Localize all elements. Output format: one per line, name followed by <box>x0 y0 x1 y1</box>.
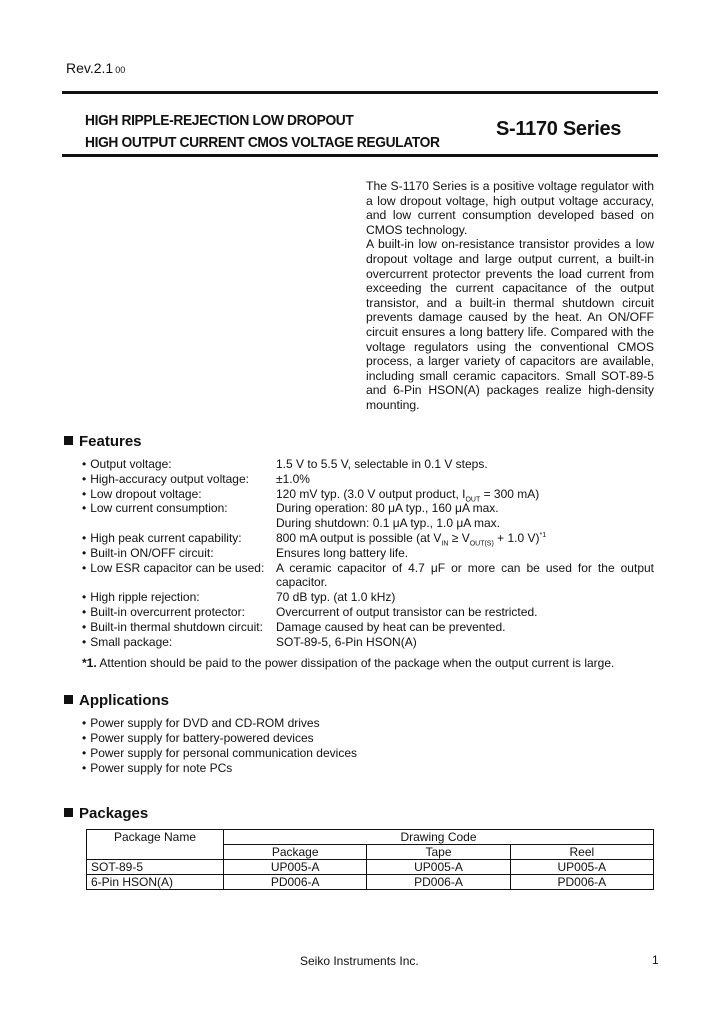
feature-row <box>82 501 662 531</box>
feature-value <box>276 531 654 546</box>
feature-value: ±1.0% <box>276 471 310 486</box>
feature-value-text: 120 mV typ. (3.0 V output product, I <box>276 486 466 501</box>
header-reel: Reel <box>510 845 653 860</box>
feature-label: • Output voltage: <box>82 457 172 472</box>
list-item: • Power supply for DVD and CD-ROM drives <box>82 716 357 731</box>
feature-value-text: ≥ V <box>448 530 470 545</box>
table-row <box>87 875 654 890</box>
feature-label: • High ripple rejection: <box>82 590 200 605</box>
features-heading <box>64 433 142 450</box>
series-name: S-1170 Series <box>496 118 622 140</box>
feature-label: • High peak current capability: <box>82 531 242 546</box>
cell-name: SOT-89-5 <box>87 860 224 875</box>
feature-label: • Built-in ON/OFF circuit: <box>82 546 214 561</box>
features-heading-text: Features <box>79 433 142 450</box>
section-bullet-icon <box>64 436 73 445</box>
feature-row <box>82 590 662 605</box>
feature-value: Damage caused by heat can be prevented. <box>276 619 506 634</box>
feature-value: Ensures long battery life. <box>276 545 409 560</box>
feature-value: Overcurrent of output transistor can be restricted. <box>276 604 538 619</box>
feature-row <box>82 561 662 591</box>
section-bullet-icon <box>64 695 73 704</box>
feature-value-sub: OUT <box>465 495 481 503</box>
cell-reel: PD006-A <box>510 875 653 890</box>
list-item: • Power supply for note PCs <box>82 761 357 776</box>
feature-value: During operation: 80 μA typ., 160 μA max. <box>276 501 499 516</box>
footer-company: Seiko Instruments Inc. <box>300 954 419 968</box>
list-item: • Power supply for personal communication devices <box>82 746 357 761</box>
packages-heading <box>64 805 148 822</box>
feature-label: • Low ESR capacitor can be used: <box>82 561 264 576</box>
feature-value: A ceramic capacitor of 4.7 μF or more can be used for the output capacitor. <box>276 560 654 590</box>
intro-paragraph-1: The S-1170 Series is a positive voltage regulator with a low dropout voltage, high output voltage accuracy, and low current consumption developed based on CMOS technology. <box>366 179 654 237</box>
page-number: 1 <box>652 953 659 967</box>
applications-heading-text: Applications <box>79 692 170 709</box>
cell-tape: UP005-A <box>367 860 510 875</box>
title-line-2: HIGH OUTPUT CURRENT CMOS VOLTAGE REGULATOR <box>85 134 440 151</box>
footnote-mark: *1. <box>82 656 97 670</box>
cell-name: 6-Pin HSON(A) <box>87 875 224 890</box>
feature-row <box>82 605 662 620</box>
feature-value-sub: IN <box>441 540 449 548</box>
applications-heading <box>64 692 169 709</box>
features-list <box>82 457 662 649</box>
list-item: • Power supply for battery-powered devices <box>82 731 357 746</box>
feature-row <box>82 531 662 546</box>
cell-reel: UP005-A <box>510 860 653 875</box>
header-package-name: Package Name <box>87 830 224 860</box>
cell-package: PD006-A <box>224 875 367 890</box>
feature-label: • High-accuracy output voltage: <box>82 472 249 487</box>
header-package: Package <box>224 845 367 860</box>
table-header-row <box>87 830 654 845</box>
cell-tape: PD006-A <box>367 875 510 890</box>
feature-value: SOT-89-5, 6-Pin HSON(A) <box>276 634 417 649</box>
intro-text <box>366 179 654 413</box>
feature-row <box>82 635 662 650</box>
header-drawing-code: Drawing Code <box>224 830 654 845</box>
feature-label: • Built-in overcurrent protector: <box>82 605 245 620</box>
title-line-1: HIGH RIPPLE-REJECTION LOW DROPOUT <box>85 112 354 129</box>
packages-table <box>86 829 654 890</box>
feature-label: • Small package: <box>82 635 172 650</box>
feature-value-text: + 1.0 V) <box>493 530 540 545</box>
feature-value-line-2: During shutdown: 0.1 μA typ., 1.0 μA max. <box>276 516 500 531</box>
footnote <box>82 656 614 670</box>
applications-list <box>82 716 357 776</box>
table-row <box>87 860 654 875</box>
intro-paragraph-2: A built-in low on-resistance transistor provides a low dropout voltage and large output current, a built-in overcurrent protector prevents the load current from exceeding the current capacitance of the output transistor, and a built-in thermal shutdown circuit prevents damage caused by the heat. An ON/OFF circuit ensures a long battery life. Compared with the voltage regulators using the conventional CMOS process, a larger variety of capacitors are available, including small ceramic capacitors. Small SOT-89-5 and 6-Pin HSON(A) packages realize high-density mounting. <box>366 237 654 412</box>
feature-value <box>276 487 654 502</box>
feature-value: 70 dB typ. (at 1.0 kHz) <box>276 590 396 605</box>
cell-package: UP005-A <box>224 860 367 875</box>
feature-label: • Built-in thermal shutdown circuit: <box>82 620 263 635</box>
packages-heading-text: Packages <box>79 805 149 822</box>
feature-value: 1.5 V to 5.5 V, selectable in 0.1 V steps. <box>276 457 488 471</box>
header-tape: Tape <box>367 845 510 860</box>
feature-label: • Low dropout voltage: <box>82 487 202 502</box>
revision-sub: 00 <box>115 65 126 75</box>
feature-row <box>82 546 662 561</box>
feature-row <box>82 620 662 635</box>
section-bullet-icon <box>64 808 73 817</box>
feature-row <box>82 487 662 502</box>
document-title <box>85 110 440 154</box>
revision-number: Rev.2.1 <box>66 60 114 76</box>
header-rule-top <box>62 91 658 94</box>
feature-row <box>82 472 662 487</box>
footnote-text: Attention should be paid to the power dissipation of the package when the output current is large. <box>96 656 615 670</box>
feature-label: • Low current consumption: <box>82 501 228 516</box>
feature-row <box>82 457 662 472</box>
footnote-ref: *1 <box>539 531 547 539</box>
feature-value-text: = 300 mA) <box>480 486 540 501</box>
feature-value-text: 800 mA output is possible (at V <box>276 530 442 545</box>
header-rule-bottom <box>62 154 658 157</box>
feature-value-sub: OUT(S) <box>469 540 494 548</box>
revision <box>66 60 125 76</box>
